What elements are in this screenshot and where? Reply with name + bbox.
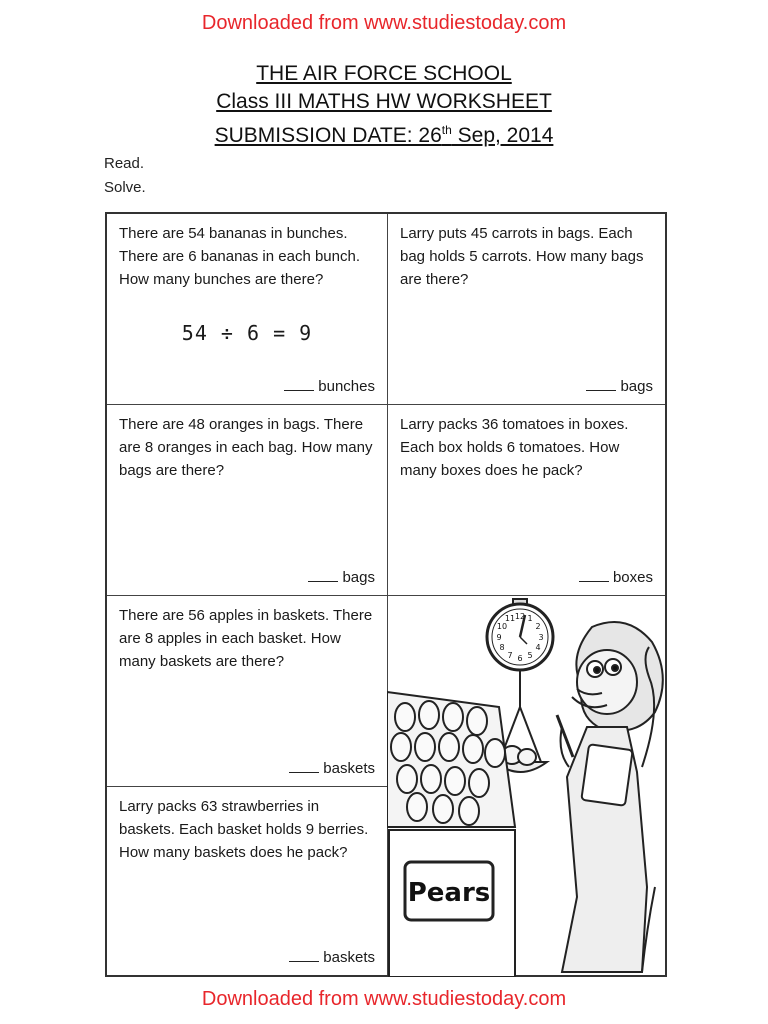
answer-blank[interactable] — [289, 946, 375, 969]
clock-number: 10 — [496, 622, 508, 631]
clock-number: 6 — [517, 654, 523, 663]
answer-unit: baskets — [323, 760, 375, 777]
question-line: are 8 oranges in each bag. How many — [119, 439, 373, 456]
date-superscript: th — [441, 123, 452, 137]
answer-line[interactable] — [308, 567, 338, 582]
question-line: bags are there? — [119, 462, 225, 479]
answer-unit: bunches — [318, 378, 375, 395]
answer-unit: baskets — [323, 949, 375, 966]
worked-answer: 54 ÷ 6 = 9 — [181, 321, 313, 345]
problem-cell-3 — [107, 405, 388, 596]
answer-unit: boxes — [612, 569, 653, 586]
question-line: Each box holds 6 tomatoes. How — [400, 439, 620, 456]
question-line: are 8 apples in each basket. How — [119, 630, 341, 647]
clock-number: 1 — [527, 614, 533, 623]
date-prefix: SUBMISSION DATE: 26 — [214, 124, 442, 147]
problem-cell-6 — [107, 787, 388, 975]
answer-unit: bags — [342, 569, 375, 586]
answer-blank[interactable] — [289, 757, 375, 780]
answer-line[interactable] — [289, 947, 319, 962]
pears-sign-label: Pears — [407, 878, 491, 908]
instruction-read: Read. — [104, 155, 145, 172]
clock-number: 3 — [538, 633, 544, 642]
answer-blank[interactable] — [586, 375, 653, 398]
answer-line[interactable] — [284, 376, 314, 391]
question-line: There are 48 oranges in bags. There — [119, 416, 364, 433]
question-line: Larry puts 45 carrots in bags. Each — [400, 225, 633, 242]
answer-blank[interactable] — [579, 566, 653, 589]
question-line: baskets. Each basket holds 9 berries. — [119, 821, 369, 838]
question-line: There are 6 bananas in each bunch. — [119, 248, 361, 265]
clock-number: 4 — [535, 643, 541, 652]
instructions — [104, 152, 146, 200]
clock-number: 7 — [507, 651, 513, 660]
clock-number: 8 — [499, 643, 505, 652]
problem-cell-2 — [388, 214, 665, 405]
question-line: How many bunches are there? — [119, 271, 324, 288]
problem-cell-1 — [107, 214, 388, 405]
clock-number: 11 — [504, 614, 516, 623]
question-line: There are 56 apples in baskets. There — [119, 607, 373, 624]
question-line: Larry packs 63 strawberries in — [119, 798, 320, 815]
question-line: How many baskets does he pack? — [119, 844, 348, 861]
question-line: There are 54 bananas in bunches. — [119, 225, 348, 242]
pear-crate-icon — [387, 692, 515, 977]
lion-character-icon — [557, 622, 663, 972]
question-line: many baskets are there? — [119, 653, 285, 670]
submission-date — [215, 124, 554, 147]
answer-blank[interactable] — [308, 566, 375, 589]
answer-blank[interactable] — [284, 375, 375, 398]
answer-line[interactable] — [289, 758, 319, 773]
worksheet-header — [0, 60, 768, 150]
question-line: Larry packs 36 tomatoes in boxes. — [400, 416, 629, 433]
answer-line[interactable] — [579, 567, 609, 582]
question-line: are there? — [400, 271, 469, 288]
problem-cell-5 — [107, 596, 388, 787]
instruction-solve: Solve. — [104, 179, 146, 196]
answer-unit: bags — [620, 378, 653, 395]
clock-number: 5 — [527, 651, 533, 660]
lion-pear-stand-illustration — [387, 597, 667, 977]
school-name: THE AIR FORCE SCHOOL — [256, 62, 512, 85]
answer-line[interactable] — [586, 376, 616, 391]
problem-cell-4 — [388, 405, 665, 596]
download-watermark-top[interactable]: Downloaded from www.studiestoday.com — [201, 12, 567, 34]
question-line: bag holds 5 carrots. How many bags — [400, 248, 644, 265]
clock-number: 2 — [535, 622, 541, 631]
date-suffix: Sep, 2014 — [451, 124, 554, 147]
question-line: many boxes does he pack? — [400, 462, 583, 479]
clock-number: 9 — [496, 633, 502, 642]
download-watermark-bottom[interactable]: Downloaded from www.studiestoday.com — [201, 988, 567, 1010]
clock-number: 12 — [514, 612, 526, 621]
worksheet-title: Class III MATHS HW WORKSHEET — [216, 90, 552, 113]
